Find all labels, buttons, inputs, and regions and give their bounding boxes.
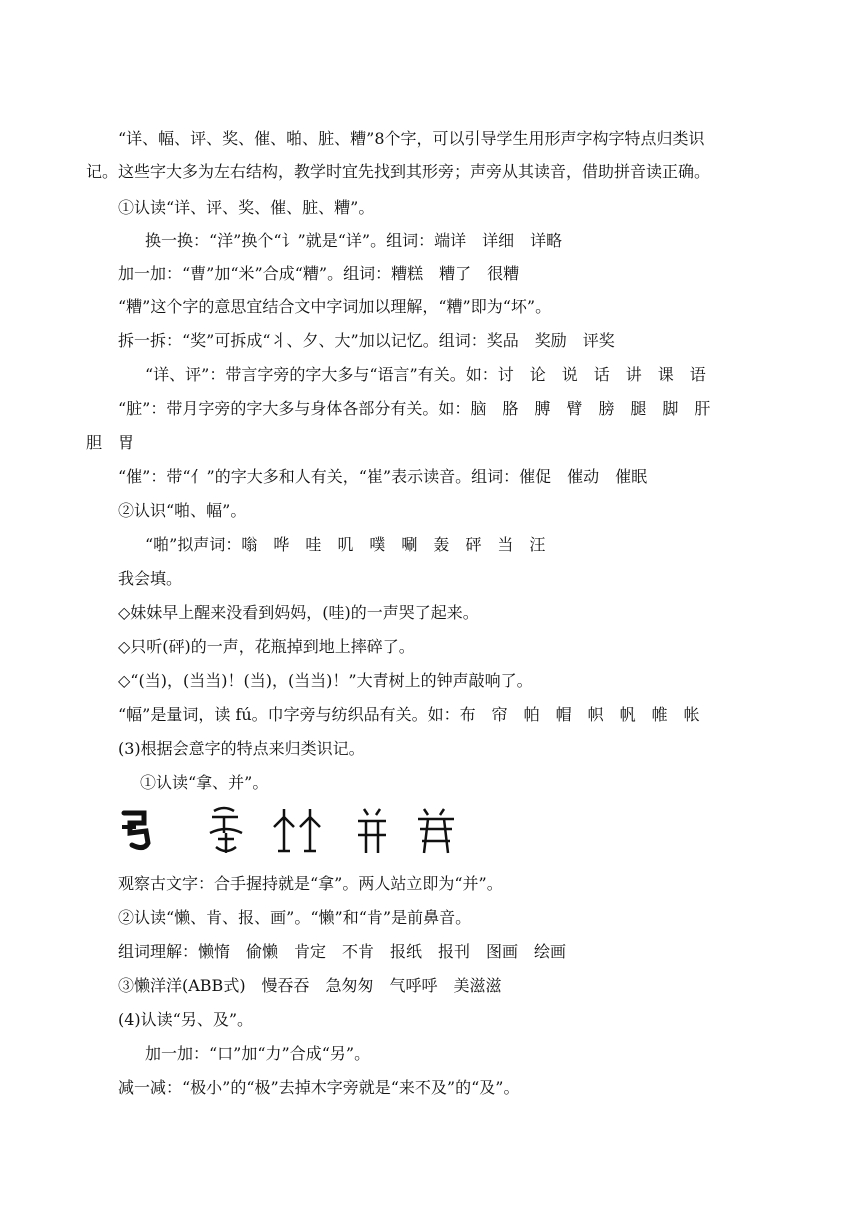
text-line: ◇只听(砰)的一声，花瓶掉到地上摔碎了。 (118, 637, 415, 656)
text-line: “详、幅、评、奖、催、啪、脏、糟”8个字，可以引导学生用形声字构字特点归类识 (118, 129, 705, 148)
text-line: “脏”：带月字旁的字大多与身体各部分有关。如：脑 胳 膊 臂 膀 腿 脚 肝 (118, 399, 711, 418)
text-line: (3)根据会意字的特点来归类识记。 (118, 739, 365, 758)
text-line: ②认识“啪、幅”。 (118, 501, 247, 520)
text-line: ◇妹妹早上醒来没看到妈妈，(哇)的一声哭了起来。 (118, 603, 479, 622)
text-line: “详、评”：带言字旁的字大多与“语言”有关。如：讨 论 说 话 讲 课 语 (145, 365, 706, 384)
text-line: 观察古文字：合手握持就是“拿”。两人站立即为“并”。 (118, 874, 503, 893)
text-line: “幅”是量词，读 fú。巾字旁与纺织品有关。如：布 帘 帕 帽 帜 帆 帷 帐 (118, 705, 700, 724)
text-line: 记。这些字大多为左右结构，教学时宜先找到其形旁；声旁从其读音，借助拼音读正确。 (86, 162, 711, 181)
text-line: ①认读“详、评、奖、催、脏、糟”。 (118, 198, 375, 217)
text-line: 减一减：“极小”的“极”去掉木字旁就是“来不及”的“及”。 (118, 1078, 520, 1097)
ancient-glyph-1 (118, 803, 162, 853)
text-line: ◇“(当)，(当当)！(当)，(当当)！”大青树上的钟声敲响了。 (118, 671, 533, 690)
text-line: 拆一拆：“奖”可拆成“丬、夕、大”加以记忆。组词：奖品 奖励 评奖 (118, 331, 615, 350)
text-line: 加一加：“口”加“力”合成“另”。 (145, 1044, 371, 1063)
text-line: 我会填。 (118, 569, 183, 588)
text-line: “催”：带“亻”的字大多和人有关，“崔”表示读音。组词：催促 催动 催眠 (118, 467, 648, 486)
ancient-script-figure (118, 803, 478, 863)
ancient-glyph-4 (352, 803, 392, 857)
text-line: 加一加：“曹”加“米”合成“糟”。组词：糟糕 糟了 很糟 (118, 264, 520, 283)
text-line: 组词理解：懒惰 偷懒 肯定 不肯 报纸 报刊 图画 绘画 (118, 942, 567, 961)
text-line: ③懒洋洋(ABB式) 慢吞吞 急匆匆 气呼呼 美滋滋 (118, 976, 502, 995)
text-line: “啪”拟声词：嗡 哗 哇 叽 噗 唰 轰 砰 当 汪 (145, 535, 546, 554)
text-line: ②认读“懒、肯、报、画”。“懒”和“肯”是前鼻音。 (118, 908, 472, 927)
text-line: ①认读“拿、并”。 (140, 773, 269, 792)
text-line: 胆 胃 (86, 433, 135, 452)
text-line: (4)认读“另、及”。 (118, 1010, 254, 1029)
ancient-glyph-3 (270, 803, 326, 857)
ancient-glyph-5 (414, 803, 458, 857)
ancient-glyph-2 (204, 803, 248, 857)
text-line: 换一换：“洋”换个“讠”就是“详”。组词：端详 详细 详略 (145, 231, 563, 250)
text-line: “糟”这个字的意思宜结合文中字词加以理解，“糟”即为“坏”。 (118, 297, 552, 316)
